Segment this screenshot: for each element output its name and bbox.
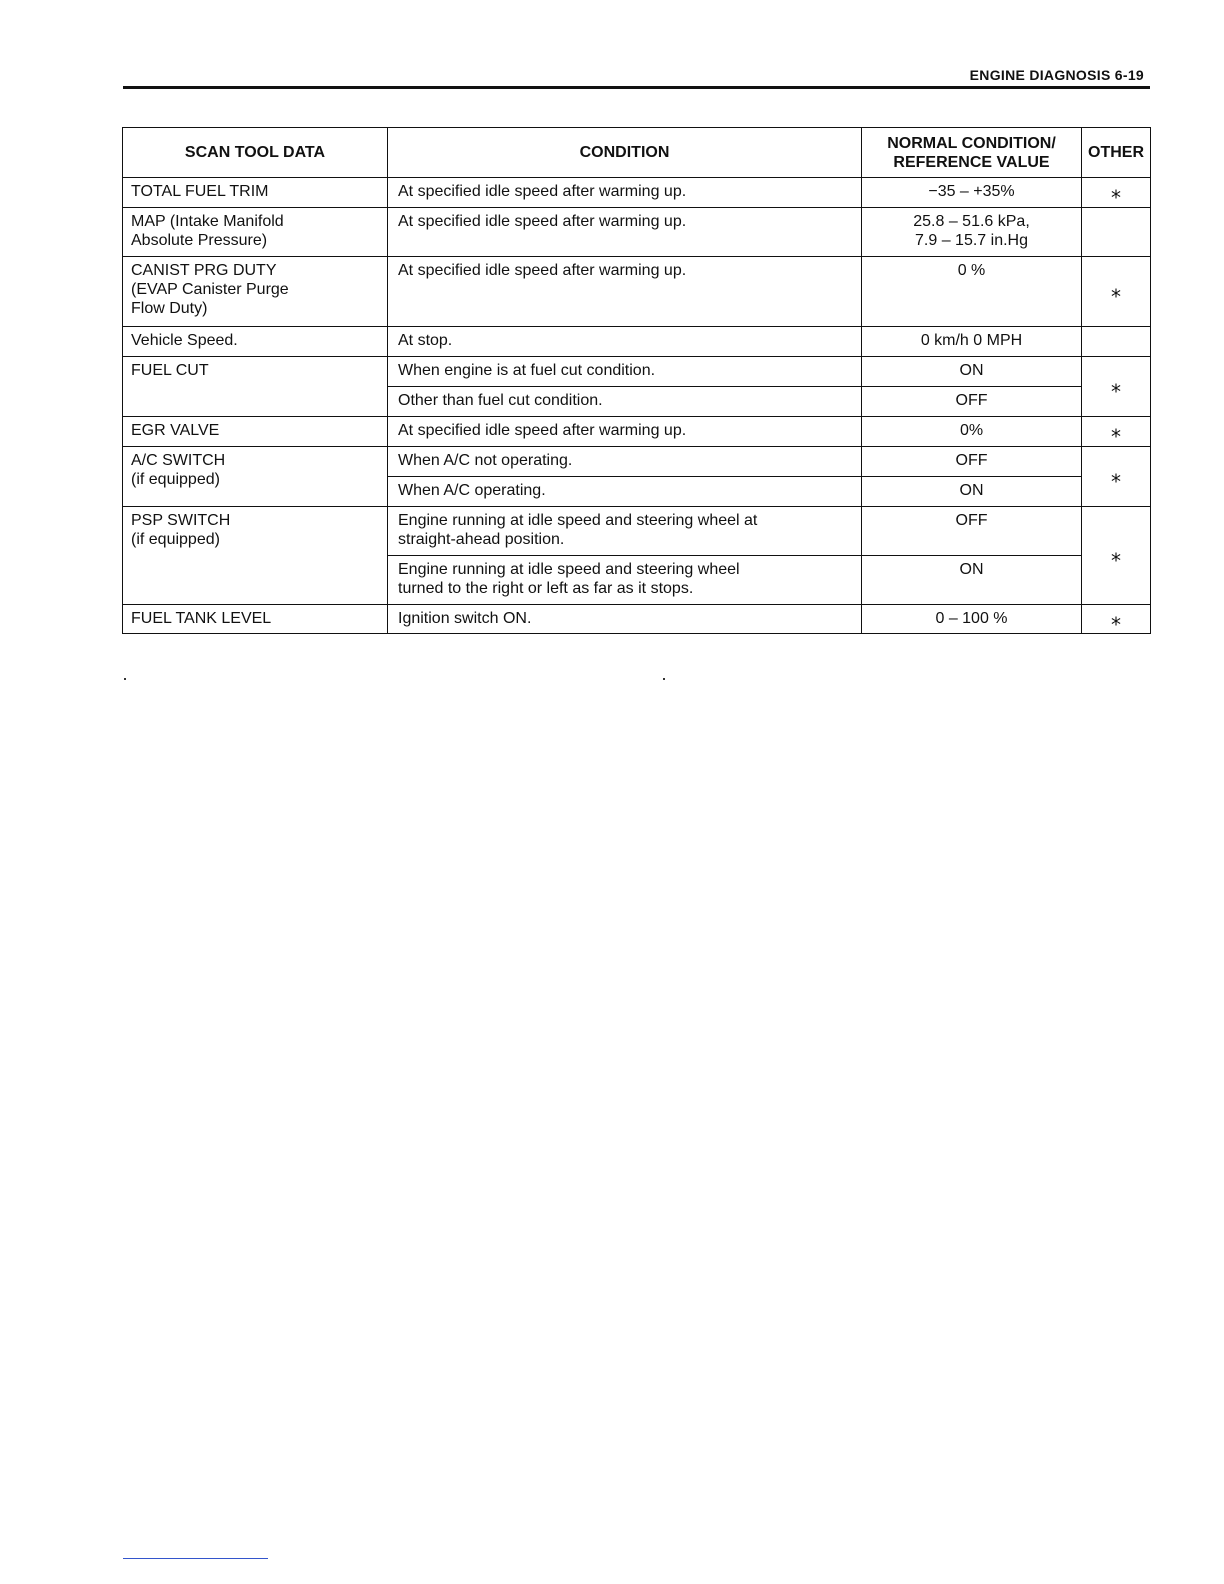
header-other: OTHER: [1082, 128, 1151, 178]
row-name-canist: [123, 257, 388, 327]
other-mark: ⁎: [1082, 507, 1151, 605]
row-name-vehicle-speed: Vehicle Speed.: [123, 327, 388, 357]
row-condition: At specified idle speed after warming up.: [388, 417, 862, 447]
row-condition: [388, 556, 862, 605]
header-normal-condition: [862, 128, 1082, 178]
row-condition-line: straight-ahead position.: [398, 531, 565, 548]
other-empty: [1082, 327, 1151, 357]
row-condition: When A/C operating.: [388, 477, 862, 507]
row-name-ac-switch: [123, 447, 388, 507]
footer-rule: [123, 1558, 268, 1559]
row-name-line: (EVAP Canister Purge: [131, 281, 289, 298]
row-condition: When engine is at fuel cut condition.: [388, 357, 862, 387]
row-name-fuel-tank-level: FUEL TANK LEVEL: [123, 605, 388, 634]
row-condition: Ignition switch ON.: [388, 605, 862, 634]
row-value: ON: [862, 357, 1082, 387]
row-name-line: (if equipped): [131, 471, 220, 488]
table-row: [123, 208, 1151, 257]
row-condition-line: Engine running at idle speed and steering wheel at: [398, 512, 758, 529]
row-value: −35 – +35%: [862, 178, 1082, 208]
row-value: 0 – 100 %: [862, 605, 1082, 634]
header-scan-tool-data: SCAN TOOL DATA: [123, 128, 388, 178]
row-condition: When A/C not operating.: [388, 447, 862, 477]
row-value-line: 25.8 – 51.6 kPa,: [913, 213, 1030, 230]
row-value: OFF: [862, 507, 1082, 556]
other-mark: ⁎: [1082, 447, 1151, 507]
table-row: [123, 447, 1151, 477]
header-normal-line1: NORMAL CONDITION/: [887, 134, 1056, 152]
row-value: 0 %: [862, 257, 1082, 327]
row-value-line: 7.9 – 15.7 in.Hg: [915, 232, 1028, 249]
row-name-line: PSP SWITCH: [131, 512, 231, 529]
scan-tool-data-table: [122, 127, 1151, 634]
row-name-map: [123, 208, 388, 257]
row-condition: [388, 507, 862, 556]
row-condition: Other than fuel cut condition.: [388, 387, 862, 417]
row-condition-line: turned to the right or left as far as it stops.: [398, 580, 694, 597]
other-mark: ⁎: [1082, 605, 1151, 634]
row-value: [862, 208, 1082, 257]
header-condition: CONDITION: [388, 128, 862, 178]
row-name-total-fuel-trim: TOTAL FUEL TRIM: [123, 178, 388, 208]
table-row: [123, 178, 1151, 208]
page-header-title: ENGINE DIAGNOSIS 6-19: [969, 67, 1144, 83]
other-empty: [1082, 208, 1151, 257]
table-row: [123, 327, 1151, 357]
row-name-line: (if equipped): [131, 531, 220, 548]
other-mark: ⁎: [1082, 178, 1151, 208]
table-row: [123, 257, 1151, 327]
header-normal-line2: REFERENCE VALUE: [893, 153, 1050, 171]
row-name-line: CANIST PRG DUTY: [131, 262, 277, 279]
row-value: 0 km/h 0 MPH: [862, 327, 1082, 357]
row-name-egr-valve: EGR VALVE: [123, 417, 388, 447]
table-row: [123, 417, 1151, 447]
scan-speck: [124, 678, 126, 680]
row-name-psp-switch: [123, 507, 388, 605]
row-value: OFF: [862, 387, 1082, 417]
row-condition: At specified idle speed after warming up.: [388, 257, 862, 327]
row-value: OFF: [862, 447, 1082, 477]
row-name-line: MAP (Intake Manifold: [131, 213, 284, 230]
table-row: [123, 605, 1151, 634]
row-value: 0%: [862, 417, 1082, 447]
row-name-line: Absolute Pressure): [131, 232, 268, 249]
other-mark: ⁎: [1082, 257, 1151, 327]
row-condition: At specified idle speed after warming up.: [388, 178, 862, 208]
row-condition: At specified idle speed after warming up.: [388, 208, 862, 257]
row-condition: At stop.: [388, 327, 862, 357]
table-row: [123, 357, 1151, 387]
other-mark: ⁎: [1082, 417, 1151, 447]
header-rule: [123, 86, 1150, 89]
row-name-line: A/C SWITCH: [131, 452, 226, 469]
other-mark: ⁎: [1082, 357, 1151, 417]
scan-speck: [663, 678, 665, 680]
table-header-row: [123, 128, 1151, 178]
table-row: [123, 507, 1151, 556]
row-value: ON: [862, 556, 1082, 605]
row-name-fuel-cut: FUEL CUT: [123, 357, 388, 417]
row-condition-line: Engine running at idle speed and steering wheel: [398, 561, 740, 578]
row-name-line: Flow Duty): [131, 300, 208, 317]
row-value: ON: [862, 477, 1082, 507]
